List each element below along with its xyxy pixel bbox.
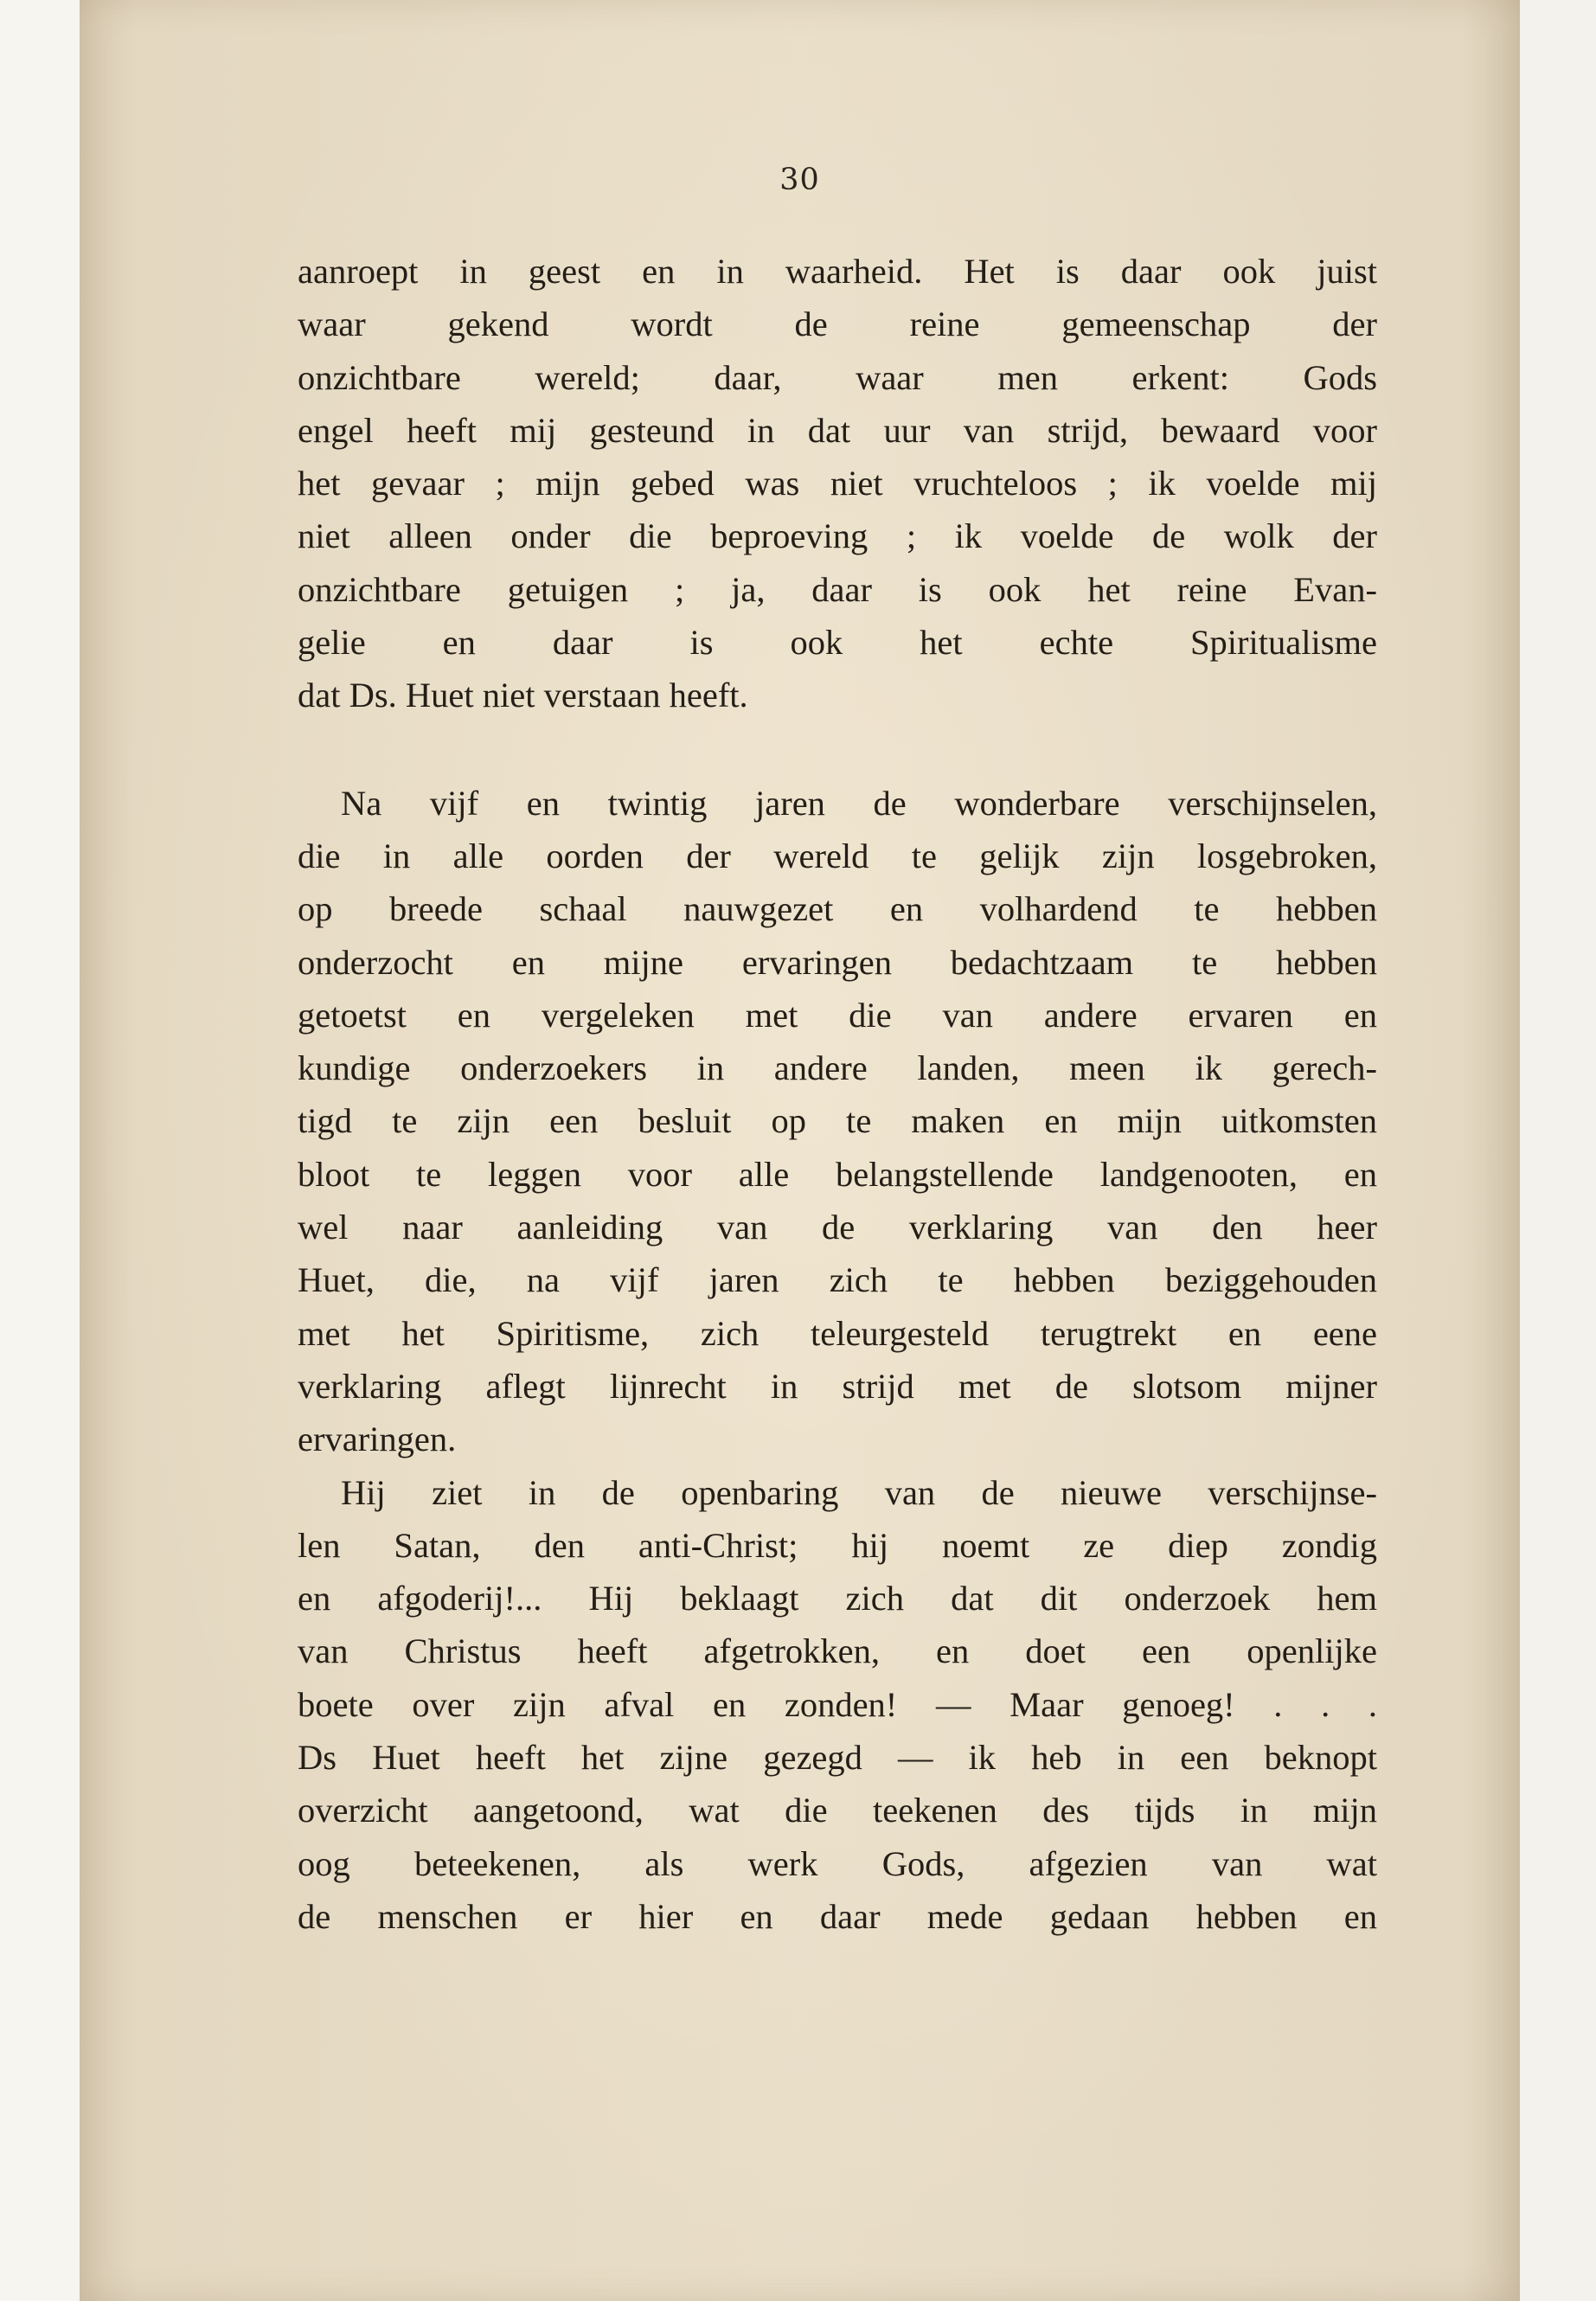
text-line: en afgoderij!... Hij beklaagt zich dat dit onderzoek hem — [298, 1579, 1377, 1618]
text-line: tigd te zijn een besluit op te maken en mijn uitkomsten — [298, 1101, 1377, 1141]
text-line: van Christus heeft afgetrokken, en doet een openlijke — [298, 1631, 1377, 1671]
text-line: onzichtbare getuigen ; ja, daar is ook het reine Evan- — [298, 569, 1377, 609]
scan-margin-left — [0, 0, 80, 2301]
text-line: kundige onderzoekers in andere landen, meen ik gerech- — [298, 1048, 1377, 1088]
page-number: 30 — [779, 163, 820, 197]
text-line: de menschen er hier en daar mede gedaan hebben en — [298, 1896, 1377, 1936]
text-line: Na vijf en twintig jaren de wonderbare verschijnselen, — [341, 783, 1377, 823]
text-line: len Satan, den anti-Christ; hij noemt ze diep zondig — [298, 1525, 1377, 1565]
text-line: op breede schaal nauwgezet en volhardend te hebben — [298, 889, 1377, 929]
text-line: aanroept in geest en in waarheid. Het is daar ook juist — [298, 252, 1377, 291]
text-line: niet alleen onder die beproeving ; ik voelde de wolk der — [298, 516, 1377, 556]
text-line: ervaringen. — [298, 1420, 457, 1459]
text-line: bloot te leggen voor alle belangstellende landgenooten, en — [298, 1154, 1377, 1194]
text-line: waar gekend wordt de reine gemeenschap der — [298, 304, 1377, 344]
text-line: onderzocht en mijne ervaringen bedachtzaam te hebben — [298, 942, 1377, 982]
text-line: overzicht aangetoond, wat die teekenen des tijds in mijn — [298, 1791, 1377, 1830]
text-line: gelie en daar is ook het echte Spiritualisme — [298, 623, 1377, 663]
scan-margin-right — [1520, 0, 1596, 2301]
text-line: wel naar aanleiding van de verklaring van den heer — [298, 1208, 1377, 1247]
book-page — [80, 0, 1520, 2301]
text-line: verklaring aflegt lijnrecht in strijd met de slotsom mijner — [298, 1366, 1377, 1406]
text-line: oog beteekenen, als werk Gods, afgezien van wat — [298, 1843, 1377, 1883]
text-line: Huet, die, na vijf jaren zich te hebben beziggehouden — [298, 1260, 1377, 1300]
text-line: het gevaar ; mijn gebed was niet vruchteloos ; ik voelde mij — [298, 464, 1377, 503]
text-line: die in alle oorden der wereld te gelijk zijn losgebroken, — [298, 836, 1377, 875]
body-text — [298, 245, 1377, 1943]
text-line: boete over zijn afval en zonden! — Maar genoeg! . . . — [298, 1684, 1377, 1724]
text-line: getoetst en vergeleken met die van andere ervaren en — [298, 995, 1377, 1035]
text-line: onzichtbare wereld; daar, waar men erkent: Gods — [298, 357, 1377, 397]
paragraph-gap — [298, 722, 1377, 777]
text-line: met het Spiritisme, zich teleurgesteld terugtrekt en eene — [298, 1313, 1377, 1353]
text-line: Hij ziet in de openbaring van de nieuwe verschijnse- — [341, 1472, 1377, 1512]
text-line: Ds Huet heeft het zijne gezegd — ik heb in een beknopt — [298, 1738, 1377, 1778]
text-line: dat Ds. Huet niet verstaan heeft. — [298, 676, 748, 715]
text-line: engel heeft mij gesteund in dat uur van strijd, bewaard voor — [298, 410, 1377, 450]
